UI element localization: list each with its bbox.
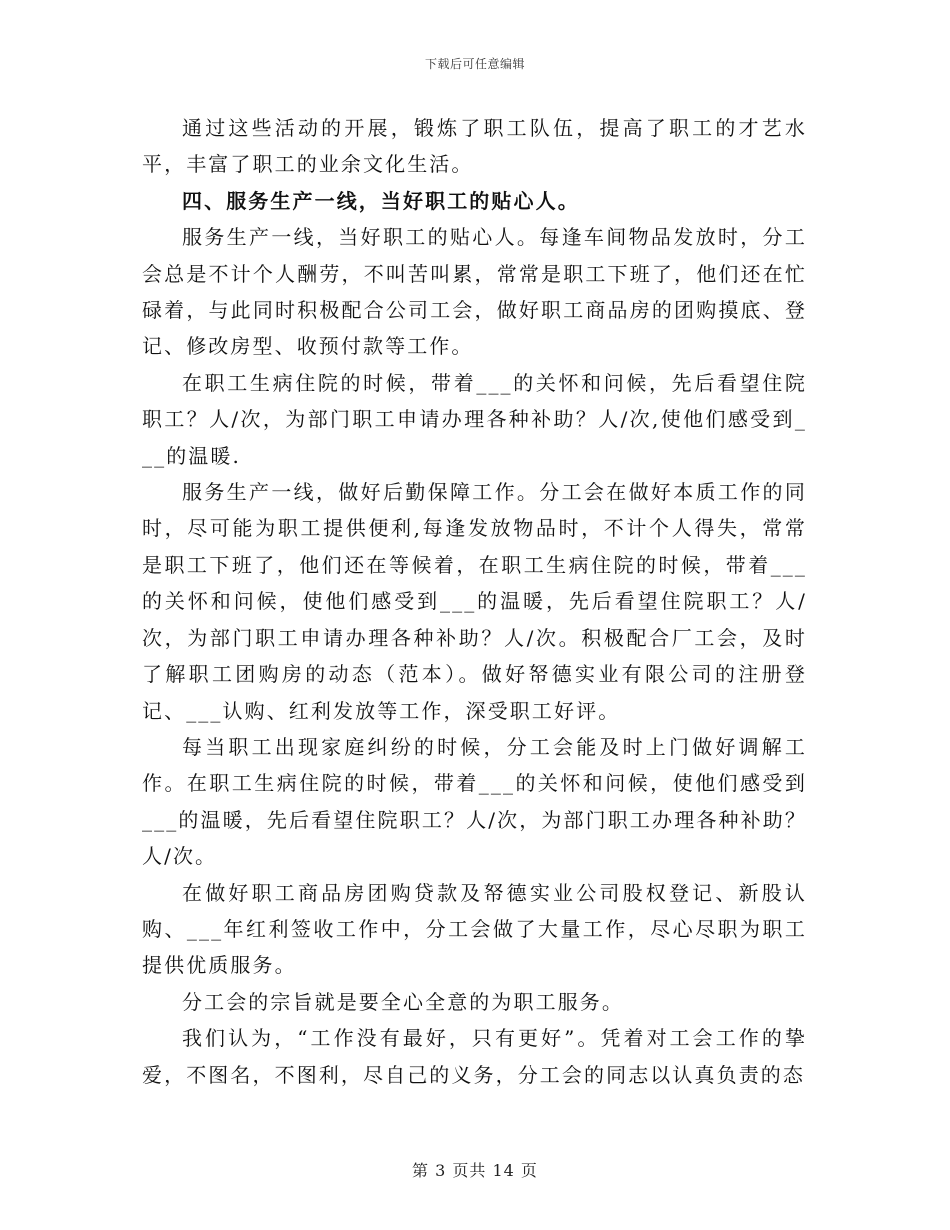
paragraph-4: 服务生产一线，做好后勤保障工作。分工会在做好本质工作的同时，尽可能为职工提供便利,每逢发放物品时，不计个人得失，常常是职工下班了，他们还在等候着，在职工生病住院的时候，带着___的关怀和问候，使他们感受到___的温暖，先后看望住院职工？人/次，为部门职工申请办理各种补助？人/次。积极配合厂工会，及时了解职工团购房的动态（范本）。做好帑德实业有限公司的注册登记、___认购、红利发放等工作，深受职工好评。 xyxy=(142,480,807,723)
page-header: 下载后可任意编辑 xyxy=(424,57,525,71)
document-body xyxy=(142,110,807,1093)
paragraph-8: 我们认为，“工作没有最好，只有更好”。凭着对工会工作的挚爱，不图名，不图利，尽自己的义务，分工会的同志以认真负责的态 xyxy=(142,1026,807,1087)
paragraph-7: 分工会的宗旨就是要全心全意的为职工服务。 xyxy=(182,989,624,1014)
section-heading-4: 四、服务生产一线，当好职工的贴心人。 xyxy=(182,188,580,213)
paragraph-5: 每当职工出现家庭纠纷的时候，分工会能及时上门做好调解工作。在职工生病住院的时候，带着___的关怀和问候，使他们感受到___的温暖，先后看望住院职工？人/次，为部门职工办理各种补助？人/次。 xyxy=(142,734,807,869)
page-number-footer: 第 3 页共 14 页 xyxy=(412,1161,538,1180)
paragraph-2: 服务生产一线，当好职工的贴心人。每逢车间物品发放时，分工会总是不计个人酬劳，不叫苦叫累，常常是职工下班了，他们还在忙碌着，与此同时积极配合公司工会，做好职工商品房的团购摸底、登记、修改房型、收预付款等工作。 xyxy=(142,225,807,359)
paragraph-1: 通过这些活动的开展，锻炼了职工队伍，提高了职工的才艺水平，丰富了职工的业余文化生活。 xyxy=(142,116,807,177)
paragraph-3: 在职工生病住院的时候，带着___的关怀和问候，先后看望住院职工？人/次，为部门职工申请办理各种补助？人/次,使他们感受到___的温暖. xyxy=(142,370,807,468)
paragraph-6: 在做好职工商品房团购贷款及帑德实业公司股权登记、新股认购、___年红利签收工作中，分工会做了大量工作，尽心尽职为职工提供优质服务。 xyxy=(142,880,807,978)
